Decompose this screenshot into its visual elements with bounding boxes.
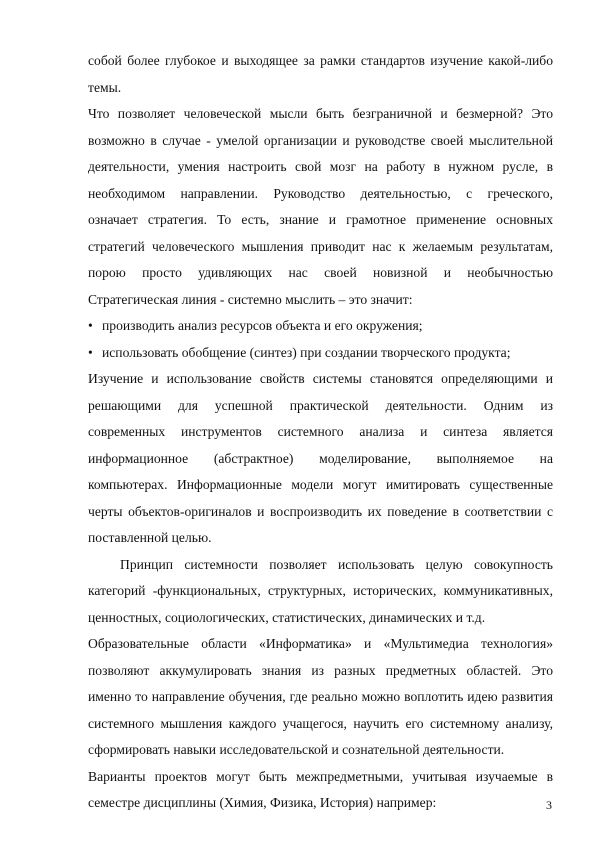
line-text: системного мышления каждого учащегося, научить его системному анализу, [88, 715, 553, 731]
line-text: решающими для успешной практической деятельности. Одним из [88, 397, 553, 413]
text-line [88, 446, 553, 473]
text-line [88, 605, 553, 632]
text-line [88, 499, 553, 526]
text-line [88, 48, 553, 75]
line-text: порою просто удивляющих нас своей новизной и необычностью [88, 265, 553, 280]
line-text: производить анализ ресурсов объекта и его окружения; [102, 318, 423, 333]
line-text: собой более глубокое и выходящее за рамки стандартов изучение какой-либо [88, 53, 553, 68]
text-line [88, 154, 553, 181]
line-text: использовать обобщение (синтез) при создании творческого продукта; [102, 344, 511, 360]
line-text: темы. [88, 79, 122, 95]
body-text [88, 48, 553, 817]
text-line [88, 287, 553, 314]
text-line [88, 711, 553, 738]
page-number: 3 [546, 798, 552, 812]
text-line [88, 207, 553, 234]
line-text: ценностных, социологических, статистических, динамических и т.д. [88, 609, 486, 625]
text-line [88, 393, 553, 420]
line-text: возможно в случае - умелой организации и руководстве своей мыслительной [88, 132, 553, 148]
text-line [88, 578, 553, 605]
text-line [88, 260, 553, 287]
text-line [88, 737, 553, 764]
line-text: именно то направление обучения, где реально можно воплотить идею развития [88, 689, 553, 704]
text-line [88, 525, 553, 552]
line-text: Что позволяет человеческой мысли быть безграничной и безмерной? Это [88, 106, 553, 121]
text-line [88, 366, 553, 393]
text-line [88, 472, 553, 499]
line-text: поставленной целью. [88, 530, 212, 545]
bullet-item [88, 340, 553, 367]
text-line [88, 790, 553, 817]
line-text: стратегий человеческого мышления приводит нас к желаемым результатам, [88, 238, 553, 254]
text-line [88, 101, 553, 128]
line-text: позволяют аккумулировать знания из разных предметных областей. Это [88, 662, 553, 678]
text-line [88, 128, 553, 155]
line-text: Стратегическая линия - системно мыслить – это значит: [88, 291, 413, 307]
line-text: Изучение и использование свойств системы становятся определяющими и [88, 371, 553, 386]
line-text: Принцип системности позволяет использовать целую совокупность [120, 556, 553, 572]
line-text: Варианты проектов могут быть межпредметными, учитывая изучаемые в [88, 768, 553, 784]
text-line [88, 181, 553, 208]
text-line [88, 75, 553, 102]
line-text: современных инструментов системного анализа и синтеза является [88, 424, 553, 439]
line-text: деятельности, умения настроить свой мозг на работу в нужном русле, в [88, 159, 553, 174]
text-line [88, 419, 553, 446]
line-text: семестре дисциплины (Химия, Физика, История) например: [88, 795, 437, 810]
text-line [88, 764, 553, 791]
line-text: необходимом направлении. Руководство деятельностью, с греческого, [88, 185, 553, 201]
bullet-icon: • [88, 318, 93, 333]
line-text: означает стратегия. То есть, знание и грамотное применение основных [88, 212, 553, 227]
line-text: информационное (абстрактное) моделирование, выполняемое на [88, 450, 553, 466]
line-text: Образовательные области «Информатика» и «Мультимедиа технология» [88, 636, 553, 651]
text-line [88, 658, 553, 685]
line-text: категорий -функциональных, структурных, исторических, коммуникативных, [88, 583, 553, 598]
text-line [88, 684, 553, 711]
text-line [88, 234, 553, 261]
bullet-item [88, 313, 553, 340]
line-text: компьютерах. Информационные модели могут имитировать существенные [88, 477, 553, 492]
line-text: сформировать навыки исследовательской и сознательной деятельности. [88, 742, 505, 757]
text-line [88, 552, 553, 579]
text-line [88, 631, 553, 658]
bullet-icon: • [88, 344, 93, 360]
line-text: черты объектов-оригиналов и воспроизводить их поведение в соответствии с [88, 503, 553, 519]
